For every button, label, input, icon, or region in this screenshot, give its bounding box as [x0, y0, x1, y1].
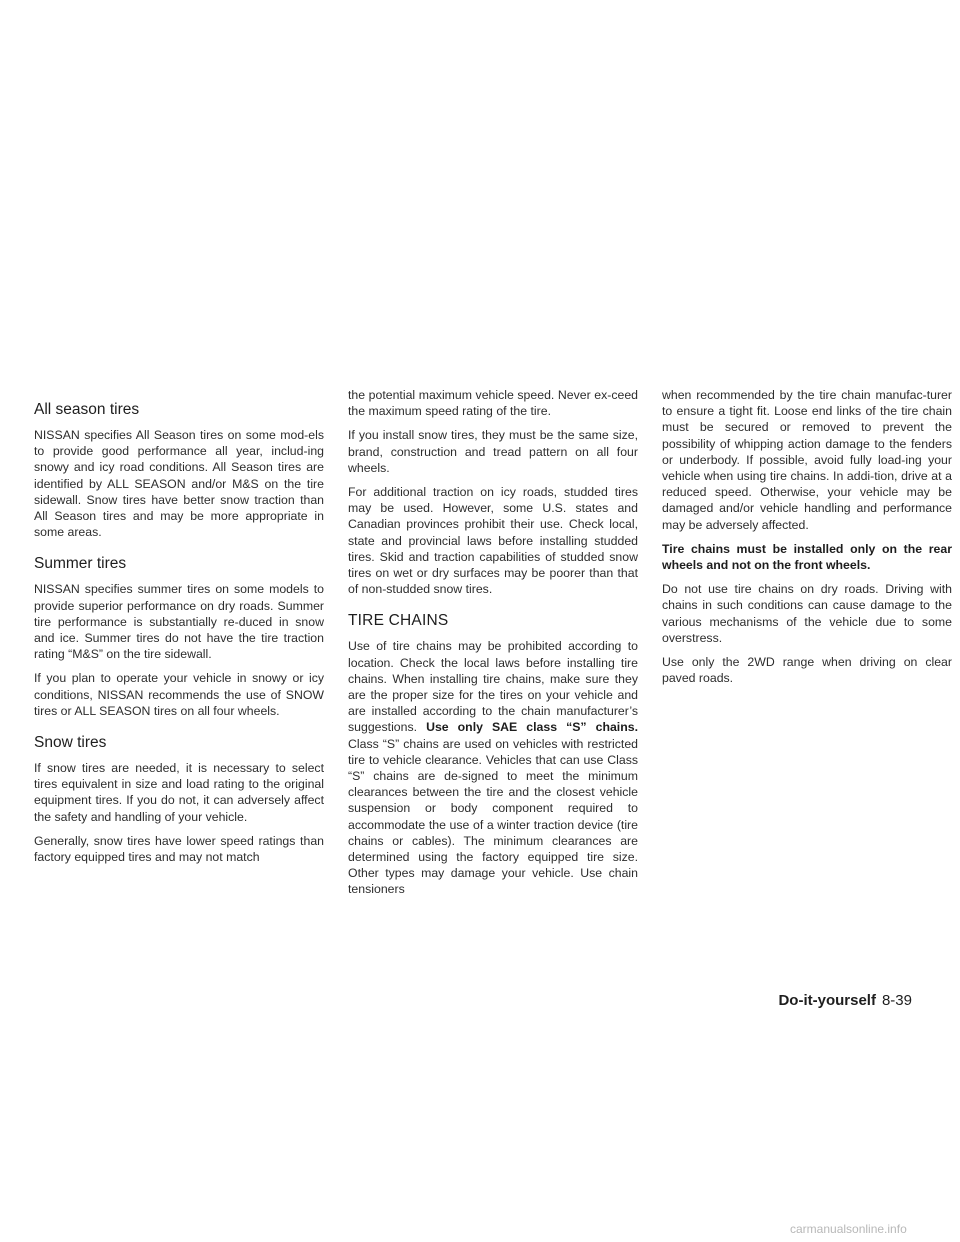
heading-all-season-tires: All season tires [34, 401, 140, 418]
heading-tire-chains: TIRE CHAINS [348, 612, 449, 630]
paragraph-dry-roads: Do not use tire chains on dry roads. Driving with chains in such conditions can cause damage to the various mechanisms of the vehicle due to some overstress. [662, 582, 952, 645]
footer-section-title: Do-it-yourself [778, 992, 876, 1009]
column-3 [662, 387, 952, 694]
paragraph-2wd-range: Use only the 2WD range when driving on clear paved roads. [662, 655, 952, 686]
paragraph-snow-2: Generally, snow tires have lower speed ratings than factory equipped tires and may not match [34, 833, 324, 865]
tire-chains-text-a: Use of tire chains may be prohibited according to location. Check the local laws before installing tire chains. When installing tire chains, make sure they are the proper size for the tires on your vehicle and are installed according to the chain manufacturer’s suggestions. [348, 639, 638, 735]
rear-wheels-emphasis: Tire chains must be installed only on the rear wheels and not on the front wheels. [662, 541, 952, 573]
paragraph-summer-2: If you plan to operate your vehicle in snowy or icy conditions, NISSAN recommends the use of SNOW tires or ALL SEASON tires on all four wheels. [34, 671, 324, 718]
page-number: 8-39 [881, 992, 912, 1009]
heading-snow-tires: Snow tires [34, 734, 107, 752]
page-footer [778, 992, 912, 1009]
paragraph-all-season: NISSAN specifies All Season tires on some mod-els to provide good performance all year, includ-ing snowy and icy road conditions. All Season tires are identified by ALL SEASON and/or M&S on the tire sidewall. Snow tires have better snow traction than All Season tires and may be more appropriate in some areas. [34, 428, 324, 540]
paragraph-speed-rating: the potential maximum vehicle speed. Never ex-ceed the maximum speed rating of the tire. [348, 388, 638, 419]
paragraph-rear-wheels-warning [662, 541, 952, 573]
watermark: carmanualsonline.info [790, 1222, 907, 1236]
tire-chains-text-c: Class “S” chains are used on vehicles with restricted tire to vehicle clearance. Vehicles that can use Class “S” chains are de-signed to meet the minimum clearances between the tire and the closest vehicle suspension or body component required to accommodate the use of a winter traction device (tire chains or cables). The minimum clearances are determined using the factory equipped tire size. Other types may damage your vehicle. Use chain tensioners [348, 736, 638, 897]
column-2 [348, 387, 638, 906]
paragraph-chain-tensioners: when recommended by the tire chain manufac-turer to ensure a tight fit. Loose end links of the tire chain must be secured or removed to prevent the possibility of whipping action damage to the fenders or underbody. If possible, avoid fully load-ing your vehicle when using tire chains. In addi-tion, drive at a reduced speed. Otherwise, your vehicle may be damaged and/or vehicle handling and performance may be adversely affected. [662, 388, 952, 532]
paragraph-snow-1: If snow tires are needed, it is necessary to select tires equivalent in size and load rating to the original equipment tires. If you do not, it can adversely affect the safety and handling of your vehicle. [34, 761, 324, 824]
paragraph-install-snow: If you install snow tires, they must be the same size, brand, construction and tread pattern on all four wheels. [348, 428, 638, 475]
heading-summer-tires: Summer tires [34, 555, 127, 573]
paragraph-studded-tires: For additional traction on icy roads, studded tires may be used. However, some U.S. states and Canadian provinces prohibit their use. Check local, state and provincial laws before installing studded tires. Skid and traction capabilities of studded snow tires on wet or dry surfaces may be poorer than that of non-studded snow tires. [348, 485, 638, 597]
column-1 [34, 400, 324, 873]
paragraph-tire-chains [348, 638, 638, 897]
paragraph-summer-1: NISSAN specifies summer tires on some models to provide superior performance on dry roads. Summer tire performance is substantially re-duced in snow and ice. Summer tires do not have the tire traction rating “M&S” on the tire sidewall. [34, 582, 324, 662]
tire-chains-emphasis: Use only SAE class “S” chains. [426, 720, 638, 735]
